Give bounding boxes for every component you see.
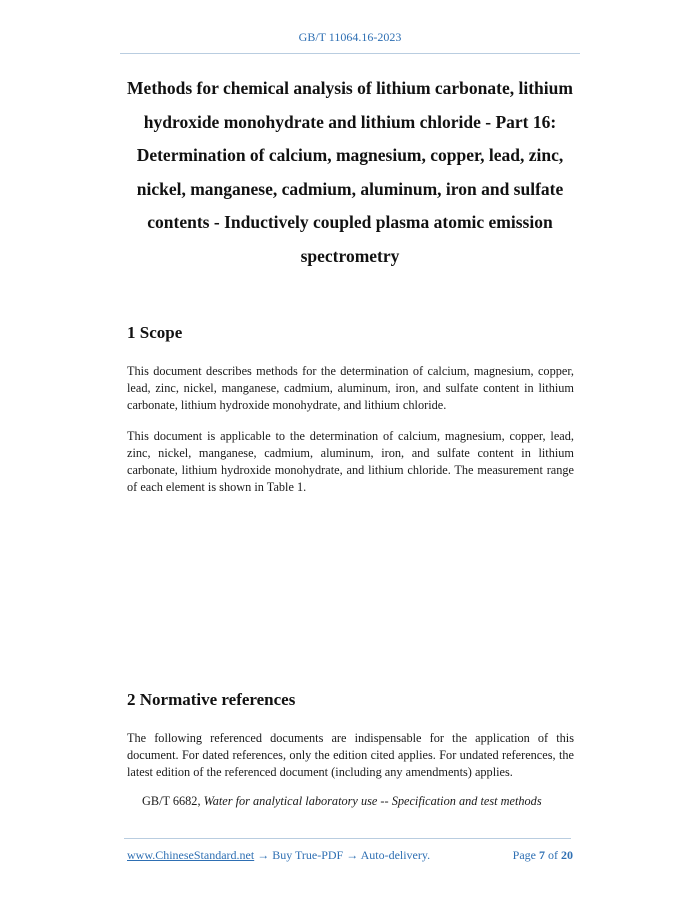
reference-code: GB/T 6682, <box>142 794 201 808</box>
page-label: Page <box>512 848 536 862</box>
page-total: 20 <box>561 848 573 862</box>
section-heading-normative-references: 2 Normative references <box>127 690 296 709</box>
reference-title: Water for analytical laboratory use -- Specification and test methods <box>203 794 542 808</box>
page-indicator <box>513 848 573 863</box>
header-divider <box>120 53 580 54</box>
scope-paragraph-1: This document describes methods for the determination of calcium, magnesium, copper, lead, zinc, nickel, manganese, cadmium, aluminum, iron, and sulfate content in lithium carbonate, lithium hydroxide monohydrate, and lithium chloride. <box>127 364 574 412</box>
section-heading-scope: 1 Scope <box>127 323 183 342</box>
document-code-header: GB/T 11064.16-2023 <box>298 30 402 44</box>
site-link[interactable]: www.ChineseStandard.net <box>127 848 255 862</box>
document-title: Methods for chemical analysis of lithium carbonate, lithium hydroxide monohydrate and lithium chloride - Part 16: Determination of calcium, magnesium, copper, lead, zinc, nickel, manganese, cadmium, aluminum, iron and sulfate contents - Inductively coupled plasma atomic emission spectrometry <box>127 78 573 266</box>
normative-paragraph-1: The following referenced documents are indispensable for the application of this document. For dated references, only the edition cited applies. For undated references, the latest edition of the referenced document (including any amendments) applies. <box>127 731 574 779</box>
page-current: 7 <box>539 848 545 862</box>
normative-reference-item <box>142 794 582 809</box>
scope-paragraph-2: This document is applicable to the determination of calcium, magnesium, copper, lead, zinc, nickel, manganese, cadmium, aluminum, iron, and sulfate content in lithium carbonate, lithium hydroxide monohydrate, and lithium chloride. The measurement range of each element is shown in Table 1. <box>127 429 574 494</box>
footer-promo <box>127 848 430 863</box>
page-footer <box>127 848 573 863</box>
promo-text: → Buy True-PDF → Auto-delivery. <box>254 848 431 862</box>
footer-divider <box>124 838 571 839</box>
page-of: of <box>548 848 558 862</box>
